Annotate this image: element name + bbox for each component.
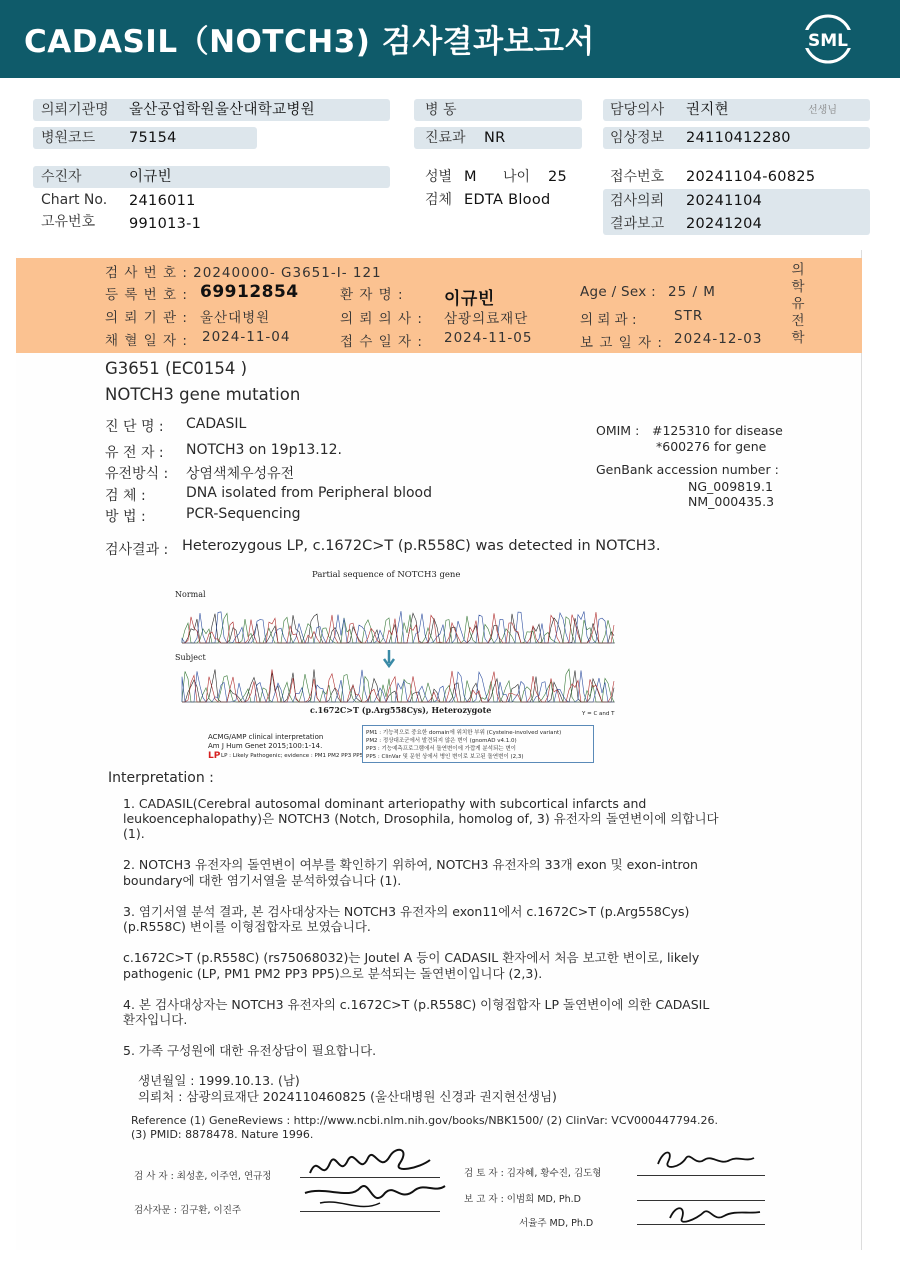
interp-line-4: 2. NOTCH3 유전자의 돌연변이 여부를 확인하기 위하여, NOTCH3 유전자의 33개 exon 및 exon-intron: [123, 857, 698, 872]
spec-label: 검 체 :: [105, 488, 146, 504]
gene-value: NOTCH3 on 19p13.12.: [186, 442, 343, 458]
acmg-1: ACMG/AMP clinical interpretation: [208, 733, 324, 741]
interp-line-8: c.1672C>T (p.R558C) (rs75068032)는 Joutel A 등이 CADASIL 환자에서 처음 보고한 변이로, likely: [123, 950, 700, 965]
request-label: 검사의뢰: [610, 193, 665, 209]
reporter-2: 서율주 MD, Ph.D: [519, 1218, 594, 1229]
agesex-label: Age / Sex :: [580, 284, 657, 300]
figure-title: Partial sequence of NOTCH3 gene: [312, 570, 461, 580]
interp-heading: Interpretation :: [108, 770, 214, 786]
inst-label: 의 뢰 기 관 :: [105, 310, 188, 326]
specimen-value: EDTA Blood: [464, 192, 551, 208]
dept-value-scan: STR: [674, 308, 704, 324]
receipt-label: 접수번호: [610, 169, 665, 185]
pm2: PM2 : 정상대조군에서 발견되지 않은 변이 (gnomAD v4.1.0): [366, 738, 517, 744]
report-title: CADASIL（NOTCH3) 검사결과보고서: [24, 24, 595, 60]
ward-label: 병 동: [425, 102, 457, 118]
hosp-code-label: 병원코드: [41, 130, 96, 146]
interp-line-1: 1. CADASIL(Cerebral autosomal dominant arteriopathy with subcortical infarcts and: [123, 796, 647, 811]
inst-value: 울산대병원: [200, 310, 271, 326]
subject-label: Subject: [175, 653, 206, 662]
chart-label: Chart No.: [41, 192, 108, 208]
receipt-value: 20241104-60825: [686, 169, 816, 185]
dept-vertical-label: 의 학 유 전 학: [791, 262, 805, 346]
specimen-label: 검체: [425, 192, 453, 208]
doctor-label: 담당의사: [610, 102, 665, 118]
method-value: PCR-Sequencing: [186, 506, 301, 522]
reviewer-signature: [650, 1142, 760, 1176]
dob: 생년월일 : 1999.10.13. (남): [138, 1073, 300, 1088]
patient-value: 이규빈: [129, 169, 172, 185]
dept-label-scan: 의 뢰 과 :: [580, 312, 637, 328]
normal-label: Normal: [175, 590, 206, 599]
report-header: [0, 0, 900, 78]
request-value: 20241104: [686, 193, 763, 209]
interp-line-7: (p.R558C) 변이를 이형접합자로 보였습니다.: [123, 919, 371, 934]
subject-trace: [182, 669, 615, 702]
clinical-value: 24110412280: [686, 130, 791, 146]
test-code: G3651 (EC0154 ): [105, 359, 248, 378]
req-doc-label: 의 뢰 의 사 :: [340, 311, 423, 327]
name-value: 이규빈: [444, 289, 495, 309]
genbank-ng: NG_009819.1: [688, 479, 773, 494]
doctor-value: 권지현: [686, 102, 729, 118]
interp-line-6: 3. 염기서열 분석 결과, 본 검사대상자는 NOTCH3 유전자의 exon11에서 c.1672C>T (p.Arg558Cys): [123, 904, 690, 919]
draw-label: 채 혈 일 자 :: [105, 333, 188, 349]
lp-badge: LP: [208, 751, 221, 761]
normal-trace: [182, 611, 615, 643]
uid-label: 고유번호: [41, 214, 96, 230]
examiners: 검 사 자 : 최성훈, 이주연, 연규정: [134, 1171, 272, 1182]
omim-disease: #125310 for disease: [652, 423, 783, 438]
chart-value: 2416011: [129, 193, 196, 209]
dx-value: CADASIL: [186, 416, 247, 432]
pm1: PM1 : 기능적으로 중요한 domain에 위치한 부위 (Cysteine-involved variant): [366, 730, 562, 736]
rep-label: 보 고 일 자 :: [580, 335, 663, 351]
recv-value: 2024-11-05: [444, 330, 533, 346]
mutation-arrow: [384, 650, 394, 666]
acmg-2: Am J Hum Genet 2015;100:1-14.: [208, 742, 323, 750]
dx-label: 진 단 명 :: [105, 419, 164, 435]
reporter-signature: [660, 1198, 770, 1228]
sex-label: 성별: [425, 169, 453, 185]
draw-value: 2024-11-04: [202, 329, 291, 345]
clinical-label: 임상정보: [610, 130, 665, 146]
genbank-label: GenBank accession number :: [596, 462, 779, 477]
age-label: 나이: [503, 169, 531, 185]
interp-line-3: (1).: [123, 826, 145, 841]
mode-label: 유전방식 :: [105, 466, 169, 482]
req-inst-label: 의뢰기관명: [41, 102, 109, 118]
logo-text: SML: [808, 31, 848, 51]
report-label: 결과보고: [610, 216, 665, 232]
result-label: 검사결과 :: [105, 542, 169, 558]
mode-value: 상염색체우성유전: [186, 466, 295, 482]
reg-no-label: 등 록 번 호 :: [105, 287, 188, 303]
patient-label: 수진자: [41, 169, 82, 185]
sex-value: M: [464, 169, 477, 185]
interp-line-11: 환자입니다.: [123, 1012, 188, 1027]
pp3: PP3 : 기능예측프로그램에서 돌연변이에 가깝게 분석되는 변이: [366, 746, 516, 752]
reference-2: (3) PMID: 8878478. Nature 1996.: [131, 1128, 314, 1141]
acmg-3: [208, 751, 220, 761]
reference-1: Reference (1) GeneReviews : http://www.ncbi.nlm.nih.gov/books/NBK1500/ (2) ClinVar: VCV000447794.26.: [131, 1114, 718, 1127]
advisors: 검사자문 : 김구환, 이진주: [134, 1205, 242, 1216]
interp-line-10: 4. 본 검사대상자는 NOTCH3 유전자의 c.1672C>T (p.R558C) 이형접합자 LP 돌연변이에 의한 CADASIL: [123, 997, 710, 1012]
gene-label: 유 전 자 :: [105, 445, 164, 461]
test-name: NOTCH3 gene mutation: [105, 385, 301, 404]
req-inst-value: 울산공업학원울산대학교병원: [129, 102, 315, 118]
dept-value: NR: [484, 130, 506, 146]
name-label: 환 자 명 :: [340, 287, 404, 303]
req-doc-value: 삼광의료재단: [444, 311, 529, 327]
sml-logo: [798, 10, 858, 68]
dept-label: 진료과: [425, 130, 466, 146]
hosp-code-value: 75154: [129, 130, 177, 146]
reg-no-value: 69912854: [200, 282, 299, 302]
figure-caption: c.1672C>T (p.Arg558Cys), Heterozygote: [310, 705, 492, 715]
pp5: PP5 : ClinVar 및 문헌 상에서 병인 변이로 보고된 돌연변이 (2,3): [366, 754, 524, 760]
referrer: 의뢰처 : 삼광의료재단 2024110460825 (울산대병원 신경과 권지현선생님): [138, 1089, 557, 1104]
doctor-suffix: 선생님: [808, 105, 837, 116]
reporter: 보 고 자 : 이범희 MD, Ph.D: [464, 1194, 581, 1205]
interp-line-9: pathogenic (LP, PM1 PM2 PP3 PP5)으로 분석되는 돌연변이입니다 (2,3).: [123, 966, 543, 981]
omim-gene: *600276 for gene: [656, 439, 767, 454]
genbank-nm: NM_000435.3: [688, 494, 775, 509]
agesex-value: 25 / M: [668, 284, 716, 300]
interp-line-2: leukoencephalopathy)은 NOTCH3 (Notch, Drosophila, homolog of, 3) 유전자의 돌연변이에 의합니다: [123, 811, 719, 826]
interp-line-5: boundary에 대한 염기서열을 분석하였습니다 (1).: [123, 873, 402, 888]
patient-row: [33, 166, 390, 188]
omim-label: OMIM :: [596, 423, 640, 438]
spec-value: DNA isolated from Peripheral blood: [186, 485, 433, 501]
yct-note: Y = C and T: [582, 711, 615, 717]
age-value: 25: [548, 169, 568, 185]
acmg-evidence: LP : Likely Pathogenic; evidence : PM1 PM2 PP3 PP5: [221, 753, 364, 759]
result-value: Heterozygous LP, c.1672C>T (p.R558C) was detected in NOTCH3.: [182, 538, 661, 554]
method-label: 방 법 :: [105, 509, 146, 525]
test-no: 검 사 번 호 : 20240000- G3651-I- 121: [105, 265, 382, 281]
report-value: 20241204: [686, 216, 763, 232]
rep-value: 2024-12-03: [674, 331, 763, 347]
interp-line-12: 5. 가족 구성원에 대한 유전상담이 필요합니다.: [123, 1043, 377, 1058]
reviewers: 검 토 자 : 김자혜, 황수진, 김도형: [464, 1168, 602, 1179]
uid-value: 991013-1: [129, 216, 202, 232]
recv-label: 접 수 일 자 :: [340, 334, 423, 350]
examiner-signature: [300, 1138, 450, 1228]
